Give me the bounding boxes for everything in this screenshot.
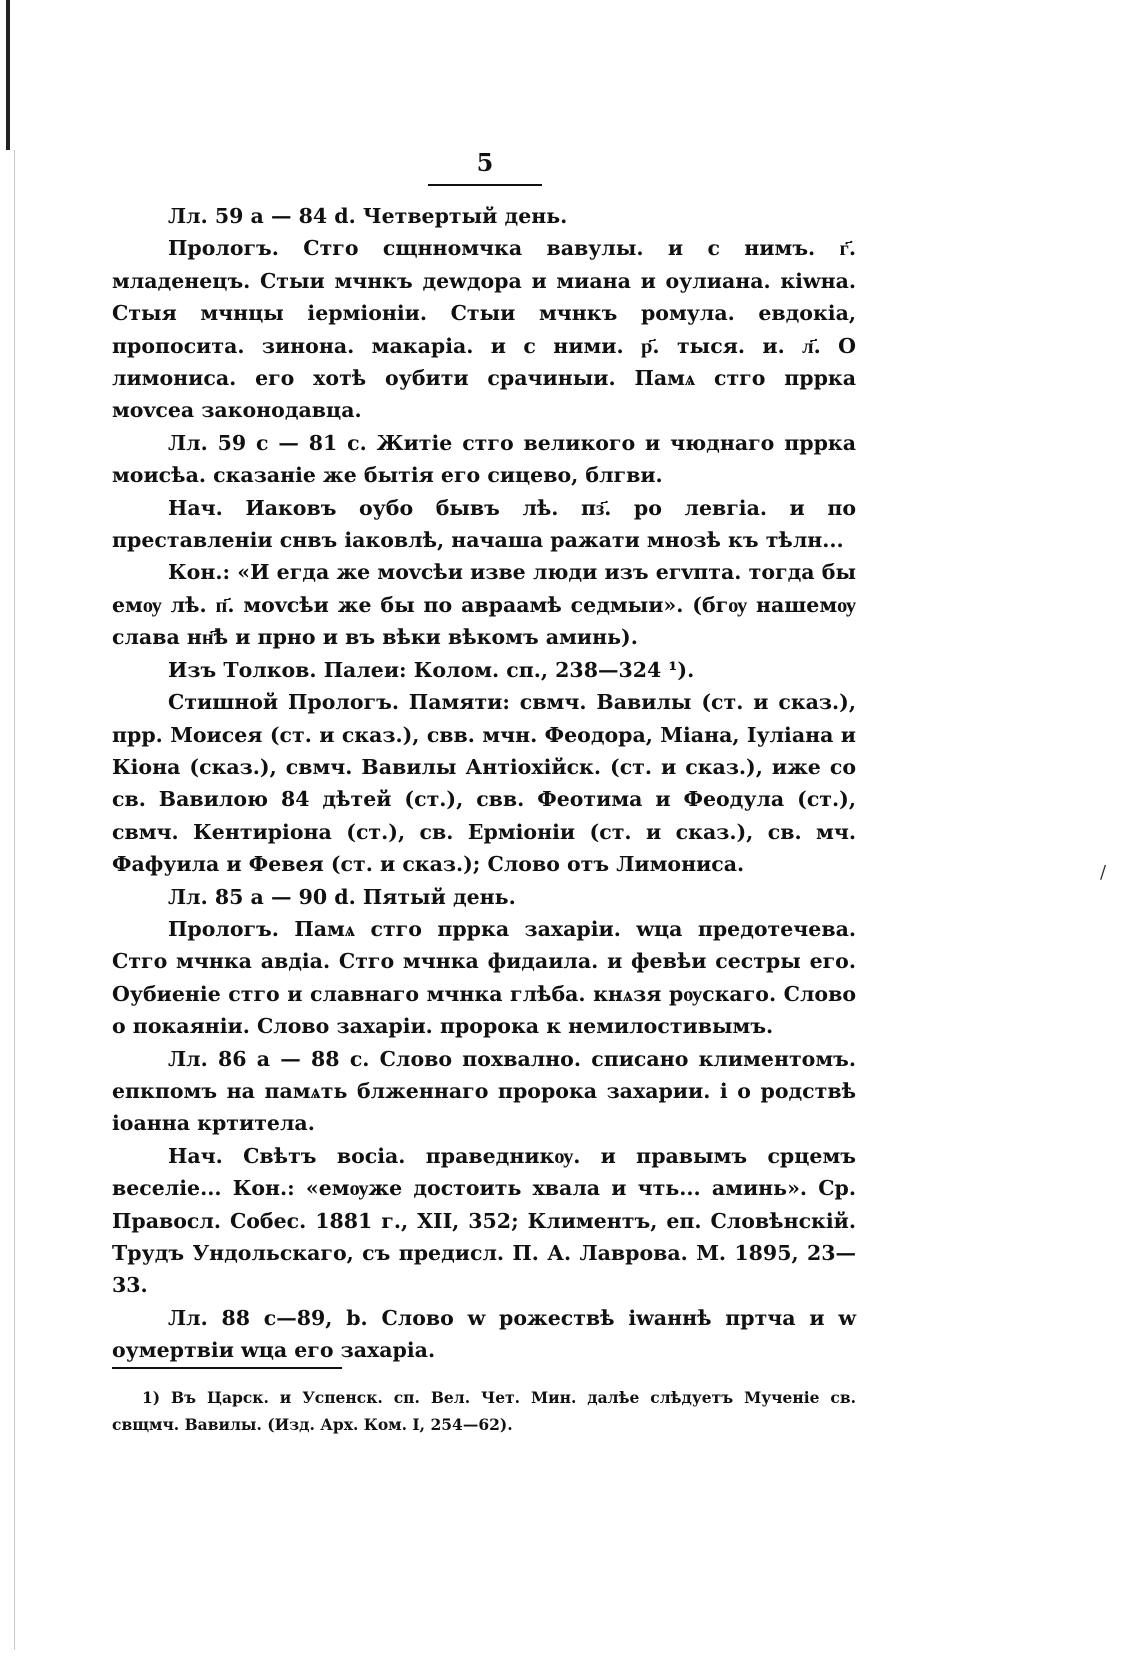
main-text [112, 200, 856, 1367]
paragraph-day4-prologue: Прологъ. Стго сщнномчка вавулы. и с нимъ. г҃. младенецъ. Стыи мчнкъ деwдора и миана и оулиана. кiwна. Стыя мчнцы iермiонiи. Стыи мчнкъ ромула. евдокiа, пропосита. зинона. макарiа. и с ними. р҃. тыся. и. л҃. О лимониса. его хотѣ оубити срачиныи. Памѧ стго пррка моvсеа законодавца. [112, 236, 856, 423]
page-number-rule [428, 184, 542, 186]
paragraph-moses-explicit: Кон.: «И егда же моvсѣи изве люди изъ егvпта. тогда бы емѹ лѣ. п҃. моvсѣи же бы по авраамѣ седмыи». (бгѹ нашемѹ слава нн҃ѣ и прно и въ вѣки вѣкомъ аминь). [112, 560, 856, 650]
paragraph-verse-prologue: Стишной Прологъ. Памяти: свмч. Вавилы (ст. и сказ.), прр. Моисея (ст. и сказ.), свв. мчн. Феодора, Міана, Іуліана и Кіона (сказ.), свмч. Вавилы Антіохійск. (ст. и сказ.), иже со св. Вавилою 84 дѣтей (ст.), свв. Феотима и Феодула (ст.), свмч. Кентиріона (ст.), св. Ерміоніи (ст. и сказ.), св. мч. Фафуила и Февея (ст. и сказ.); Слово отъ Лимониса. [112, 690, 856, 877]
scan-edge-mark [6, 0, 10, 150]
paragraph-moses-life: Лл. 59 с — 81 с. Житiе стго великого и чюднаго пррка моисѣа. сказанiе же бытiя его сицево, блгви. [112, 430, 856, 488]
paragraph-day5-prologue: Прологъ. Памѧ стго пррка захарiи. wца предотечева. Стго мчнка авдiа. Стго мчнка фидаила. и февѣи сестры его. Оубиенiе стго и славнаго мчнка глѣба. кнѧзя рѹскаго. Слово о покаянiи. Слово захарiи. пророка к немилостивымъ. [112, 916, 856, 1039]
paragraph-palea-reference: Изъ Толков. Палеи: Колом. сп., 238—324 ¹). [168, 657, 695, 682]
scan-edge-line [14, 150, 15, 1650]
paragraph-zechariah-eulogy: Лл. 86 a — 88 с. Слово похвално. списано климентомъ. епкпомъ на памѧть блженнаго пророка захарии. i о родствѣ iоанна кртитела. [112, 1046, 856, 1136]
footnote: 1) Въ Царск. и Успенск. сп. Вел. Чет. Мин. далѣе слѣдуетъ Мученіе св. свщмч. Вавилы. (Изд. Арх. Ком. I, 254—62). [112, 1388, 856, 1434]
paragraph-eulogy-incipit: Нач. Свѣтъ восiа. праведникѹ. и правымъ срцемъ веселiе... Кон.: «емѹже достоить хвала и чть... аминь». Ср. Правосл. Собес. 1881 г., XII, 352; Климентъ, еп. Словѣнскій. Трудъ Ундольскаго, съ предисл. П. А. Лаврова. М. 1895, 23—33. [112, 1143, 856, 1298]
paragraph-day5-heading: Лл. 85 a — 90 d. Пятый день. [168, 884, 516, 909]
footnote-rule [112, 1367, 342, 1369]
paragraph-moses-incipit: Нач. Иаковъ оубо бывъ лѣ. пз҃. ро левгiа. и по преставленiи снвъ iаковлѣ, начаша ражати мнозѣ къ тѣлн... [112, 495, 856, 553]
page-number: 5 [476, 148, 494, 177]
stray-scan-mark: / [1100, 862, 1107, 883]
paragraph-nativity-word: Лл. 88 с—89, b. Слово w рожествѣ iwаннѣ пртча и w оумертвiи wца его захарiа. [112, 1305, 856, 1363]
paragraph-day4-heading: Лл. 59 a — 84 d. Четвертый день. [168, 204, 568, 228]
